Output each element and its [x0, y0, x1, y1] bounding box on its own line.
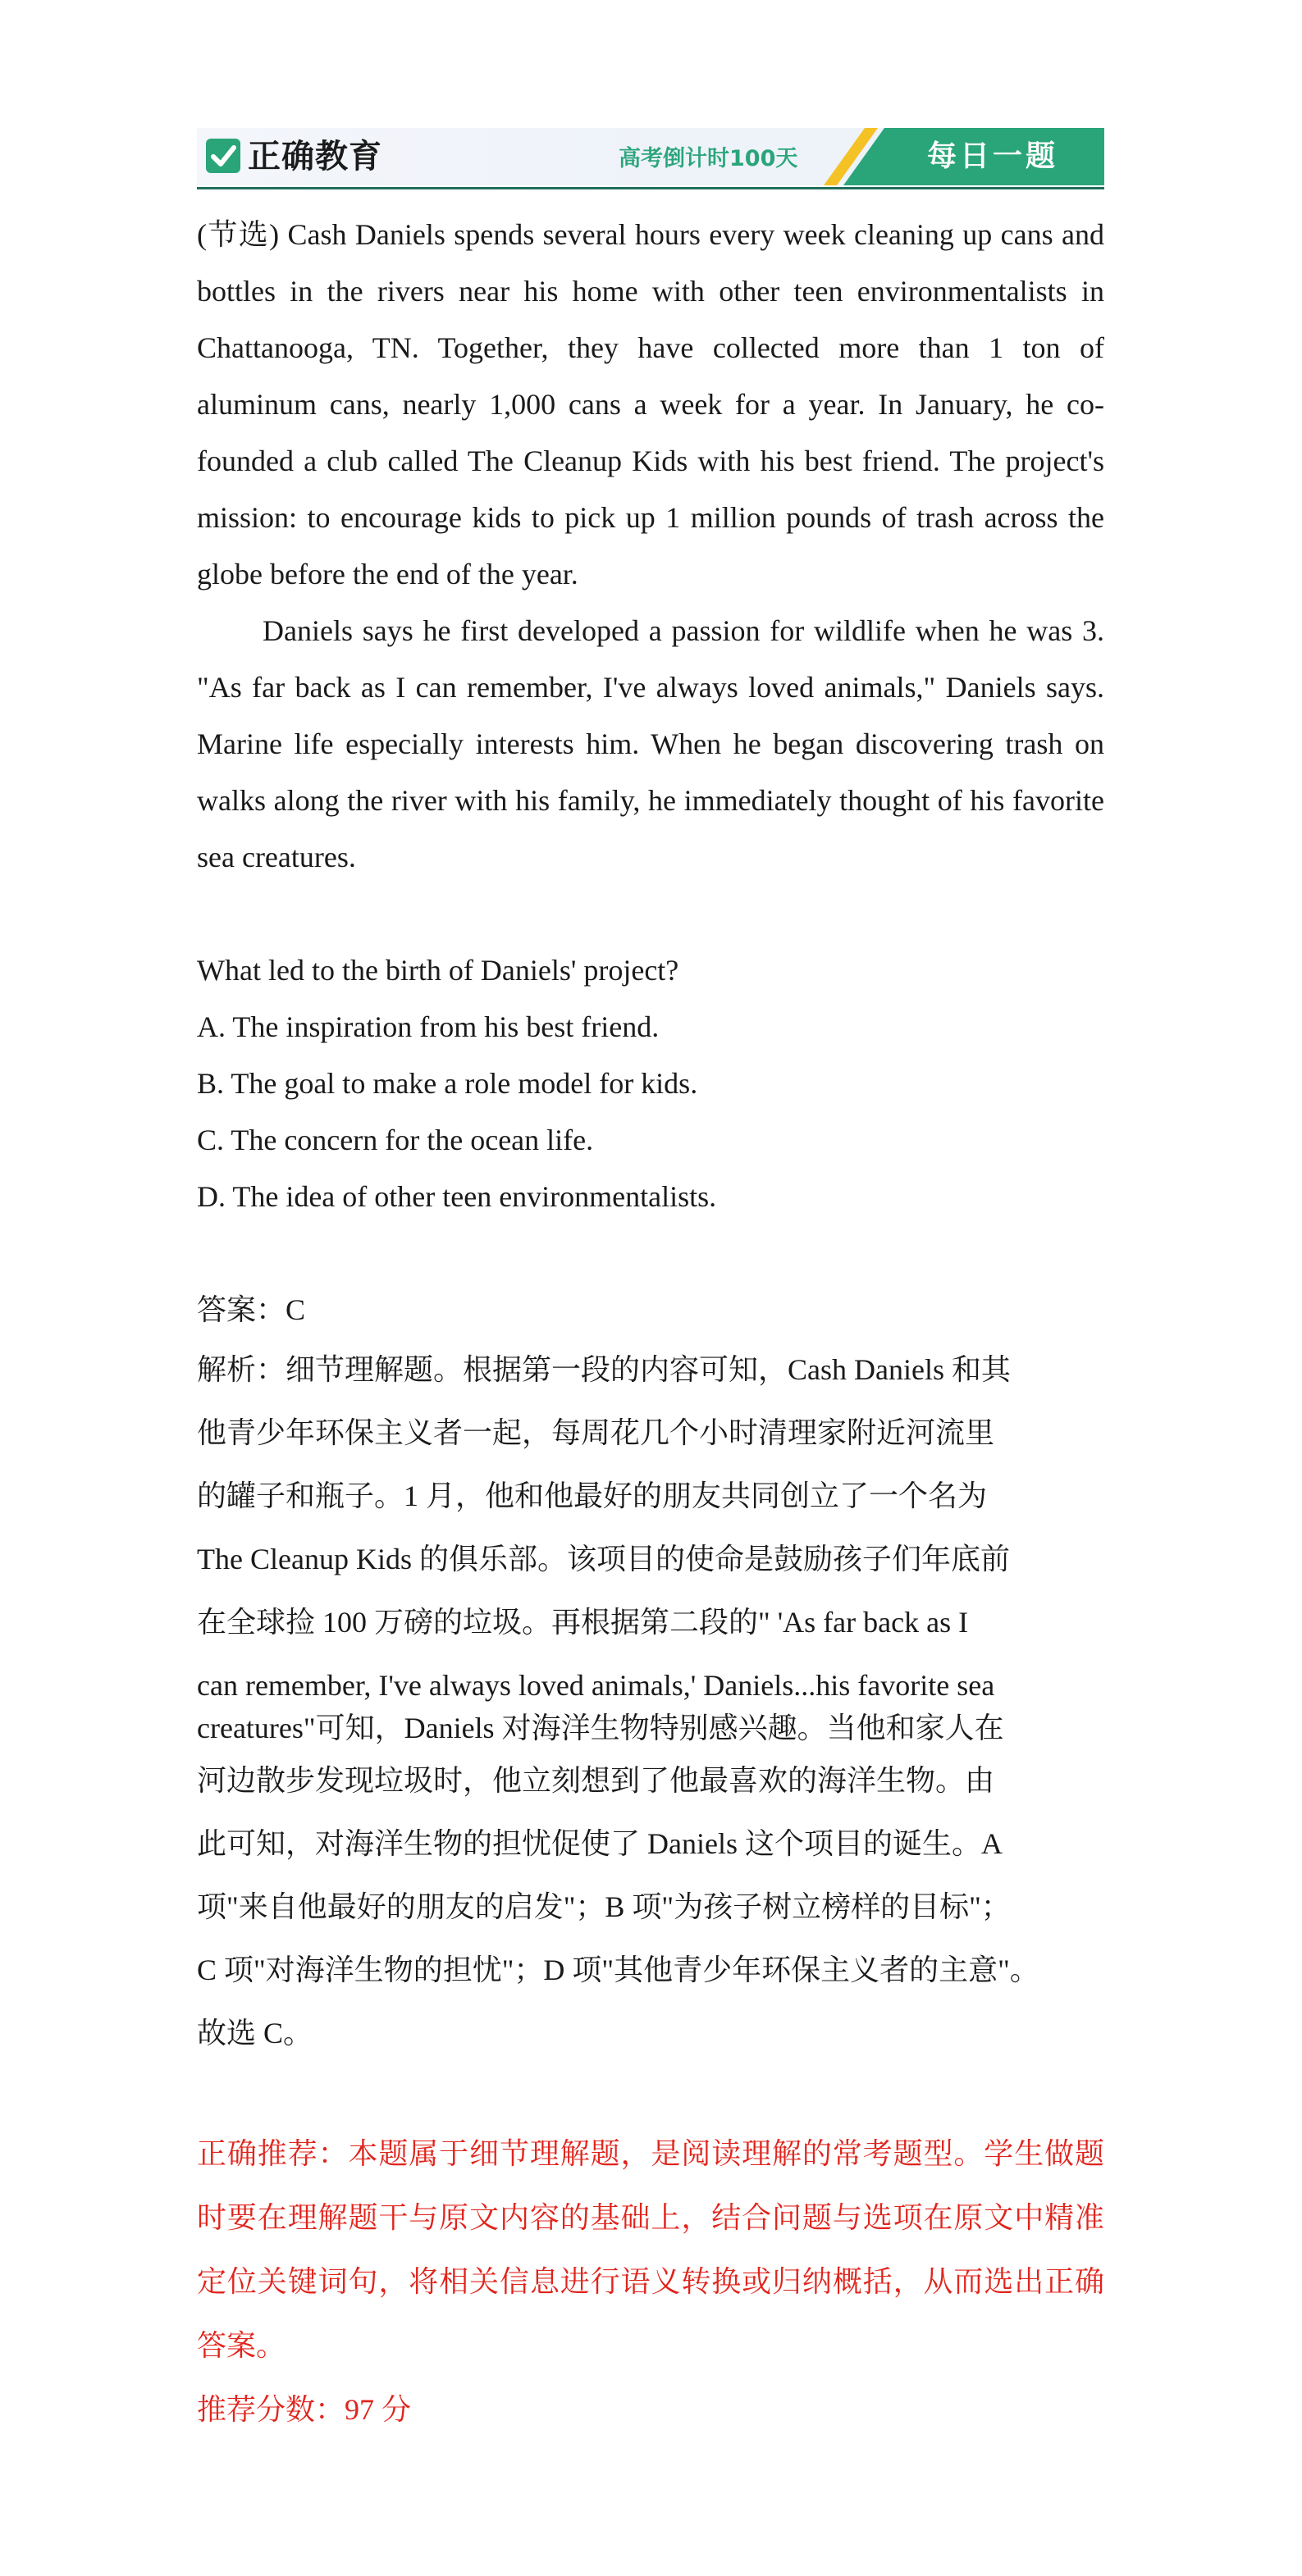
- analysis-line: 的罐子和瓶子。1 月，他和他最好的朋友共同创立了一个名为: [197, 1479, 988, 1512]
- passage-paragraph-2: Daniels says he first developed a passion for wildlife when he was 3. "As far back as I can remember, I've always loved animals," Daniels says. Marine life especially interests him. When he began discovering trash on walks along the river with his family, he immediately thought of his favorite sea creatures.: [197, 614, 1104, 873]
- analysis-line: The Cleanup Kids 的俱乐部。该项目的使命是鼓励孩子们年底前: [197, 1543, 1010, 1575]
- passage-paragraph-1: (节选) Cash Daniels spends several hours every week cleaning up cans and bottles in the rivers near his home with other teen environmentalists in Chattanooga, TN. Together, they have collected more than 1 ton of aluminum cans, nearly 1,000 cans a week for a year. In January, he co-founded a club called The Cleanup Kids with his best friend. The project's mission: to encourage kids to pick up 1 million pounds of trash across the globe before the end of the year.: [197, 218, 1104, 590]
- daily-question-label: 每日一题: [926, 139, 1058, 173]
- analysis-line: 项"来自他最好的朋友的启发"；B 项"为孩子树立榜样的目标"；: [197, 1890, 1011, 1923]
- reading-passage: [197, 207, 1104, 886]
- option-a: A. The inspiration from his best friend.: [197, 1010, 660, 1043]
- analysis-line: creatures"可知，Daniels 对海洋生物特别感兴趣。当他和家人在: [197, 1712, 1004, 1744]
- option-d: D. The idea of other teen environmentalists.: [197, 1180, 717, 1213]
- analysis-line: 河边散步发现垃圾时，他立刻想到了他最喜欢的海洋生物。由: [197, 1764, 995, 1797]
- option-b: B. The goal to make a role model for kids.: [197, 1067, 698, 1100]
- brand-name: 正确教育: [248, 138, 382, 176]
- analysis-line: 此可知，对海洋生物的担忧促使了 Daniels 这个项目的诞生。A: [197, 1827, 1003, 1860]
- recommendation-block: [197, 2122, 1104, 2442]
- analysis-line: 故选 C。: [197, 2017, 313, 2049]
- analysis-line: C 项"对海洋生物的担忧"；D 项"其他青少年环保主义者的主意"。: [197, 1954, 1039, 1986]
- answer-label: 答案：C: [197, 1293, 306, 1326]
- analysis-line: 解析：细节理解题。根据第一段的内容可知，Cash Daniels 和其: [197, 1353, 1011, 1386]
- analysis-line: 他青少年环保主义者一起，每周花几个小时清理家附近河流里: [197, 1416, 995, 1449]
- header-rule: [197, 187, 1104, 189]
- analysis-line: can remember, I've always loved animals,' Daniels...his favorite sea: [197, 1669, 995, 1702]
- answer-block: [197, 1282, 1104, 2065]
- analysis-line: 在全球捡 100 万磅的垃圾。再根据第二段的" 'As far back as I: [197, 1606, 969, 1639]
- question-block: [197, 942, 1104, 1225]
- option-c: C. The concern for the ocean life.: [197, 1124, 594, 1156]
- page-content: [197, 128, 1104, 2442]
- exam-countdown: 高考倒计时100天: [619, 146, 798, 171]
- recommendation-text: 正确推荐：本题属于细节理解题，是阅读理解的常考题型。学生做题时要在理解题干与原文内容的基础上，结合问题与选项在原文中精准定位关键词句，将相关信息进行语义转换或归纳概括，从而选出正确答案。: [197, 2137, 1104, 2362]
- header-banner: [197, 128, 1104, 185]
- check-mark-icon: [205, 138, 241, 174]
- recommended-score: 推荐分数：97 分: [197, 2393, 412, 2426]
- question-stem: What led to the birth of Daniels' project?: [197, 954, 679, 987]
